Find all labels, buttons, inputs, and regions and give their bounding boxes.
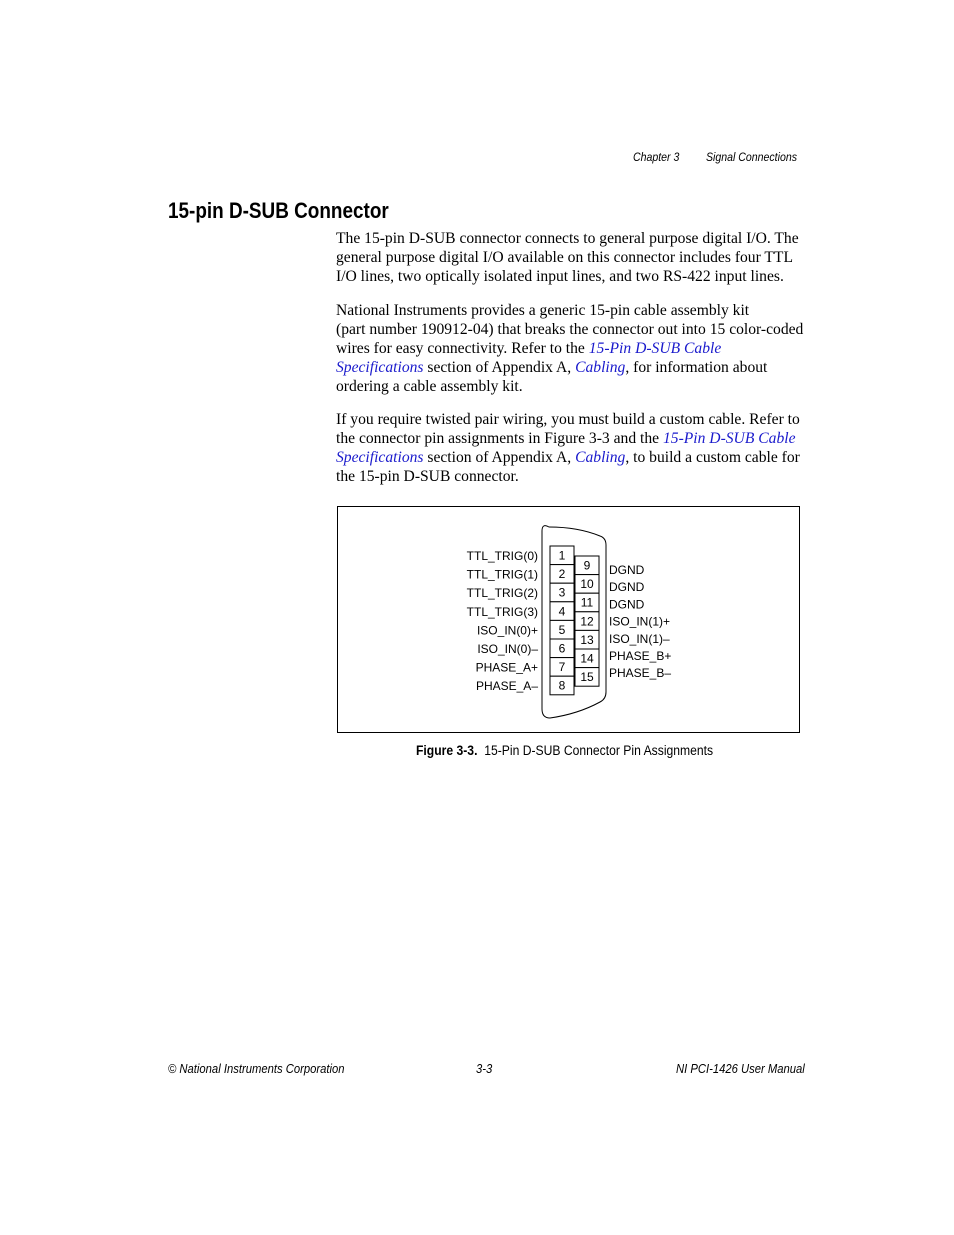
- pin-signal-label: TTL_TRIG(1): [466, 567, 538, 582]
- text-run: the connector pin assignments in Figure 3-3 and the: [336, 430, 663, 447]
- caption-label: Figure 3-3.: [416, 743, 478, 758]
- section-heading: 15-pin D-SUB Connector: [168, 198, 389, 223]
- paragraph-line: I/O lines, two optically isolated input lines, and two RS-422 input lines.: [336, 268, 784, 285]
- text-run: section of Appendix A,: [423, 359, 576, 376]
- pin-signal-label: ISO_IN(0)+: [476, 623, 538, 638]
- link-cable-specifications[interactable]: 15-Pin D-SUB Cable: [588, 340, 722, 357]
- paragraph-line: [336, 429, 802, 448]
- pin-signal-label: ISO_IN(0)–: [477, 642, 538, 656]
- pin-number: 2: [558, 567, 566, 582]
- pin-signal-label: ISO_IN(1)+: [609, 614, 671, 629]
- header-section: Signal Connections: [706, 150, 797, 164]
- link-cable-specifications-cont[interactable]: Specifications: [336, 359, 424, 376]
- pin-number: 5: [558, 622, 566, 637]
- paragraph-line: [336, 339, 802, 358]
- paragraph-line: The 15-pin D-SUB connector connects to general purpose digital I/O. The: [336, 230, 799, 247]
- paragraph-custom-cable: [336, 410, 802, 486]
- pin-signal-label: DGND: [609, 580, 645, 595]
- header-chapter: Chapter 3: [633, 150, 680, 164]
- pin-number: 3: [558, 585, 566, 600]
- pin-number: 12: [580, 614, 594, 629]
- paragraph-line: general purpose digital I/O available on this connector includes four TTL: [336, 249, 793, 266]
- pin-number: 15: [580, 670, 594, 685]
- pin-signal-label: DGND: [609, 563, 645, 577]
- link-cable-specifications[interactable]: 15-Pin D-SUB Cable: [662, 430, 796, 447]
- left-pin-column: [467, 546, 574, 695]
- link-cabling[interactable]: Cabling: [575, 359, 626, 376]
- caption-text: 15-Pin D-SUB Connector Pin Assignments: [484, 743, 714, 758]
- footer-copyright: © National Instruments Corporation: [168, 1062, 345, 1076]
- pin-number: 6: [558, 641, 566, 656]
- paragraph-line: If you require twisted pair wiring, you must build a custom cable. Refer to: [336, 411, 800, 428]
- paragraph-line: the 15-pin D-SUB connector.: [336, 468, 519, 485]
- pin-signal-label: TTL_TRIG(0): [466, 549, 538, 563]
- pin-signal-label: ISO_IN(1)–: [609, 631, 670, 646]
- pin-signal-label: PHASE_B–: [609, 666, 672, 681]
- pin-number: 14: [580, 651, 594, 666]
- paragraph-cable-kit: [336, 301, 802, 396]
- text-run: , for information about: [625, 359, 768, 376]
- link-cable-specifications-cont[interactable]: Specifications: [336, 449, 424, 466]
- footer-manual-title: NI PCI-1426 User Manual: [676, 1062, 805, 1076]
- pin-number: 7: [558, 660, 566, 675]
- paragraph-line: ordering a cable assembly kit.: [336, 378, 523, 395]
- connector-diagram: [338, 507, 799, 732]
- text-run: , to build a custom cable for: [625, 449, 800, 466]
- pin-number: 11: [580, 595, 594, 610]
- pin-number: 13: [580, 632, 594, 647]
- pin-signal-label: TTL_TRIG(2): [466, 586, 538, 601]
- right-pin-column: [575, 556, 671, 686]
- pin-signal-label: PHASE_A+: [475, 660, 538, 675]
- figure-caption: [416, 743, 713, 758]
- paragraph-intro: [336, 229, 802, 286]
- paragraph-line: [336, 448, 802, 467]
- pin-number: 8: [558, 678, 566, 693]
- footer-page-number: 3-3: [476, 1062, 493, 1076]
- pin-number: 10: [580, 577, 594, 592]
- text-run: wires for easy connectivity. Refer to the: [336, 340, 589, 357]
- connector-figure: [337, 506, 800, 733]
- pin-number: 1: [558, 548, 566, 563]
- paragraph-line: National Instruments provides a generic 15-pin cable assembly kit: [336, 302, 750, 319]
- text-run: section of Appendix A,: [423, 449, 576, 466]
- pin-signal-label: TTL_TRIG(3): [466, 604, 538, 619]
- pin-signal-label: PHASE_A–: [475, 679, 538, 694]
- pin-number: 4: [558, 604, 566, 619]
- pin-signal-label: DGND: [609, 597, 645, 612]
- link-cabling[interactable]: Cabling: [575, 449, 626, 466]
- paragraph-line: [336, 358, 802, 377]
- pin-signal-label: PHASE_B+: [609, 649, 672, 663]
- pin-number: 9: [583, 558, 591, 573]
- paragraph-line: (part number 190912-04) that breaks the connector out into 15 color-coded: [336, 321, 804, 338]
